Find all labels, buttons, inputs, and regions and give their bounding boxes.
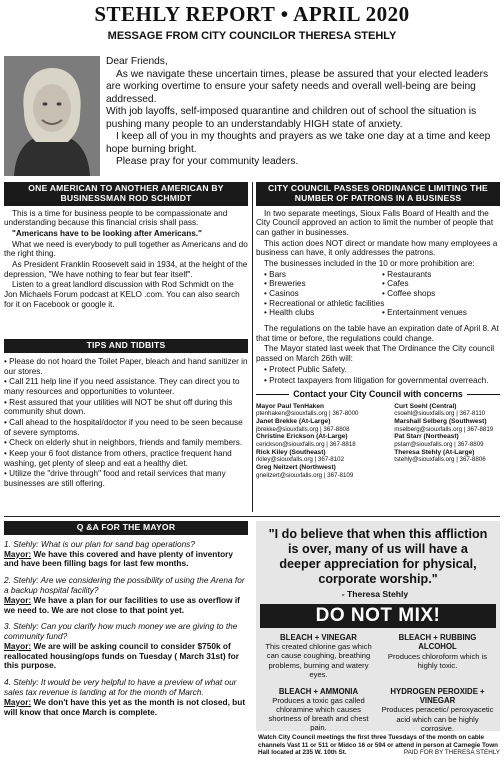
ordinance-paragraph-5: The Mayor stated last week that The Ordinance the City council passed on March 26th will:: [256, 344, 495, 364]
mix-grid: [256, 628, 500, 733]
american-paragraph-1: This is a time for business people to be compassionate and understanding because this financial crisis shall pass.: [4, 208, 228, 228]
quote-text: "I do believe that when this affliction is over, many of us will have a deeper appreciation for physical, corporate worship.": [268, 527, 488, 587]
american-section: [4, 182, 248, 310]
qa-section: [4, 521, 248, 724]
tip-item: • Rest assured that your utilities will NOT be shut off during this community shut down.: [4, 398, 248, 417]
american-heading: ONE AMERICAN TO ANOTHER AMERICAN BY BUSINESSMAN ROD SCHMIDT: [4, 182, 248, 206]
mix-item: BLEACH + RUBBING ALCOHOL Produces chloroform which is highly toxic.: [387, 632, 488, 670]
qa-item: 3. Stehly: Can you clarify how much money we are giving to the community fund? Mayor: We are will be asking council to consider $750k of reallocated housing/ops funds on Tuesday ( March 31st) for this purpose.: [4, 621, 239, 671]
contact-info[interactable]: mselberg@siouxfalls.org | 367-8819: [394, 425, 494, 433]
contact-name: Theresa Stehly (At-Large): [394, 448, 475, 456]
list-item: • Bars: [264, 270, 382, 280]
letter-body: [106, 56, 500, 169]
portrait-image: [4, 56, 100, 176]
ordinance-will-2: • Protect taxpayers from litigation for governmental overreach.: [264, 375, 489, 385]
letter-paragraph-1: As we navigate these uncertain times, please be assured that your elected leaders are working overtime to ensure your safety needs and overall well-being are being addressed.: [106, 68, 489, 105]
page-title: STEHLY REPORT • APRIL 2020: [94, 2, 410, 26]
contact-info[interactable]: pstarr@siouxfalls.org | 367-8809: [394, 441, 484, 449]
paid-for-note: PAID FOR BY THERESA STEHLY: [403, 749, 500, 757]
qa-item: 4. Stehly: It would be very helpful to have a preview of what our sales tax revenue is landing at for the month of March. Mayor: We don't have this yet as the month is not closed, but will know that once March is complete.: [4, 677, 246, 717]
section-divider: [4, 516, 500, 517]
mix-item: HYDROGEN PEROXIDE + VINEGAR Produces peracetic/ peroxyacetic acid which can be highly corrosive.: [381, 686, 494, 733]
ordinance-paragraph-2: This action does NOT direct or mandate how many employees a business can have, it only addresses the patrons.: [256, 238, 498, 258]
contact-name: Pat Starr (Northeast): [394, 433, 459, 441]
american-paragraph-4: As President Franklin Roosevelt said in 1934, at the height of the depression, "We have nothing to fear but fear itself".: [4, 260, 248, 279]
footer-note: Watch City Council meetings the first three Tuesdays of the month on cable channels Vast 11 or 511 or Midco 16 or 594 or attend in person at Carnegie Town Hall located at 235 W. 10th St. PAID FOR BY THERESA STEHLY: [258, 734, 500, 757]
contact-name: Janet Brekke (At-Large): [256, 417, 331, 425]
list-item: • Restaurants: [382, 270, 500, 280]
contact-info[interactable]: csoehl@siouxfalls.org | 367-8110: [394, 410, 486, 418]
contact-info[interactable]: ptenhaken@siouxfalls.org | 367-8000: [256, 410, 359, 418]
letter-paragraph-3: I keep all of you in my thoughts and prayers as we take one day at a time and keep hope burning bright.: [106, 131, 491, 155]
letter-greeting: Dear Friends,: [106, 56, 168, 67]
contact-name: Greg Neitzert (Northwest): [256, 463, 336, 471]
qa-item: 2. Stehly: Are we considering the possibility of using the Arena for a backup hospital facility? Mayor: We have a plan for our facilities to use as overflow if we need to. We are not close to that point yet.: [4, 575, 245, 615]
tips-section: [4, 339, 248, 490]
tip-item: • Keep your 6 foot distance from others, practice frequent hand washing, get plenty of sleep and eat a healthy diet.: [4, 449, 248, 468]
list-item: • Recreational or athletic facilities: [264, 299, 500, 309]
tip-item: • Please do not hoard the Toilet Paper, bleach and hand sanitizer in our stores.: [4, 357, 248, 376]
tip-item: • Utilize the "drive through" food and retail services that many businesses are still offering.: [4, 469, 248, 488]
contact-info[interactable]: tstehly@siouxfalls.org | 367-8806: [394, 456, 486, 464]
mix-item: BLEACH + VINEGAR This created chlorine gas which can cause coughing, breathing problems, burning and watery eyes.: [265, 632, 372, 679]
list-item: • Casinos: [264, 289, 382, 299]
column-divider: [252, 182, 253, 512]
qa-item: 1. Stehly: What is our plan for sand bag operations? Mayor: We have this covered and have plenty of inventory and have been filling bags for last few months.: [4, 538, 234, 569]
list-item: • Coffee shops: [382, 289, 500, 299]
quote-attribution: - Theresa Stehly: [341, 589, 409, 600]
tip-item: • Check on elderly shut in neighbors, friends and family members.: [4, 438, 248, 448]
ordinance-section: [256, 182, 500, 479]
qa-heading: Q &A FOR THE MAYOR: [4, 521, 248, 535]
contact-info[interactable]: rkiley@siouxfalls.org | 367-8102: [256, 456, 345, 464]
list-item: • Breweries: [264, 279, 382, 289]
list-item: • Cafes: [382, 279, 500, 289]
ordinance-paragraph-1: In two separate meetings, Sioux Falls Board of Health and the City Council approved an action to limit the number of people that can gather in businesses.: [256, 208, 494, 238]
letter-paragraph-2: With job layoffs, self-imposed quarantine and children out of school the situation is pushing many people to an understandably HIGH state of anxiety.: [106, 106, 477, 130]
american-paragraph-3: What we need is everybody to pull together as Americans and do the right thing.: [4, 239, 248, 259]
mix-item: BLEACH + AMMONIA Produces a toxic gas called chloramine which causes shortness of breath and chest pain.: [268, 686, 369, 733]
do-not-mix-heading: DO NOT MIX!: [260, 604, 496, 628]
letter-paragraph-4: Please pray for your community leaders.: [116, 156, 299, 168]
contact-info[interactable]: jbrekke@siouxfalls.org | 367-8808: [256, 425, 350, 433]
ordinance-paragraph-4: The regulations on the table have an expiration date of April 8. At that time or before, the regulations could change.: [256, 324, 499, 343]
list-item: • Entertainment venues: [382, 308, 500, 318]
american-paragraph-5: Listen to a great landlord discussion with Rod Schmidt on the Jon Michaels Forum podcast at KELO .com. You can also search for it on Facebook or google it.: [4, 280, 240, 309]
contact-name: Marshall Selberg (Southwest): [394, 417, 487, 425]
list-item: • Health clubs: [264, 308, 382, 318]
tip-item: • Call 211 help line if you need assistance. They can direct you to many resources and opportunities to volunteer.: [4, 377, 248, 396]
contact-name: Mayor Paul TenHaken: [256, 402, 325, 410]
contact-name: Christine Erickson (At-Large): [256, 433, 348, 441]
councilor-photo: [4, 56, 100, 176]
contact-heading: Contact your City Council with concerns: [256, 389, 500, 399]
tip-item: • Call ahead to the hospital/doctor if you need to be seen because of severe symptoms.: [4, 418, 248, 437]
tips-heading: TIPS AND TIDBITS: [4, 339, 248, 353]
contact-info[interactable]: cerickson@siouxfalls.org | 367-8818: [256, 441, 356, 449]
ordinance-will-1: • Protect Public Safety.: [264, 364, 347, 374]
ordinance-heading: CITY COUNCIL PASSES ORDINANCE LIMITING THE NUMBER OF PATRONS IN A BUSINESS: [256, 182, 500, 206]
prohibition-list: [256, 270, 500, 318]
contact-name: Rick Kiley (Southeast): [256, 448, 326, 456]
american-paragraph-2: "Americans have to be looking after Americans.": [12, 229, 202, 239]
page-subtitle: MESSAGE FROM CITY COUNCILOR THERESA STEHLY: [107, 30, 397, 42]
ordinance-paragraph-3: The businesses included in the 10 or more prohibition are:: [264, 259, 475, 269]
contact-list: [256, 403, 500, 480]
contact-info[interactable]: gneitzert@siouxfalls.org | 367-8109: [256, 471, 354, 479]
quote-box: [256, 521, 500, 731]
contact-name: Curt Soehl (Central): [394, 402, 457, 410]
